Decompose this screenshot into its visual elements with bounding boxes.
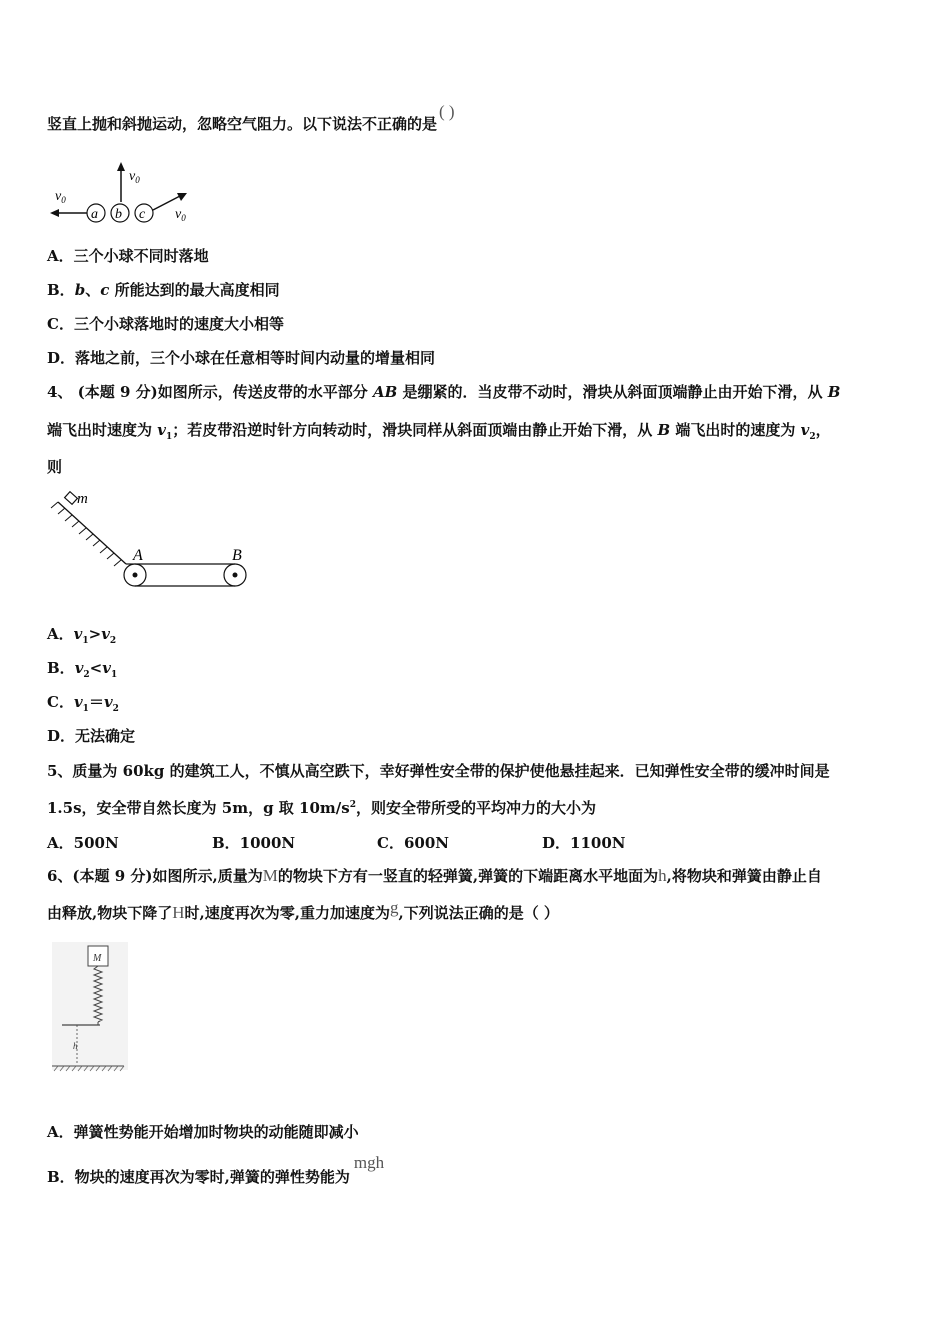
q6-var-h: h: [658, 866, 667, 885]
q4-option-b-v2: v: [74, 659, 84, 677]
q4-option-a-sub1: 1: [82, 636, 89, 646]
q4-sub-2: 2: [809, 432, 816, 442]
q3-stem: [47, 102, 455, 134]
q6-var-m: M: [262, 866, 278, 885]
q3-fig-v0-up: $v_0$: [129, 169, 140, 185]
q4-option-c-v1: v: [73, 693, 83, 711]
q3-option-c: C．三个小球落地时的速度大小相等: [47, 315, 284, 333]
q6-option-b-mgh: mgh: [353, 1153, 385, 1172]
q4-fig-a: A: [133, 547, 143, 564]
q5-text-2b: ，则安全带所受的平均冲力的大小为: [355, 799, 596, 817]
q4-option-b-sub2: 2: [83, 670, 90, 680]
q6-option-b-text: B．物块的速度再次为零时,弹簧的弹性势能为: [47, 1168, 350, 1186]
q4-option-a-op: >: [88, 625, 102, 643]
q4-option-c-sub1: 1: [82, 704, 89, 714]
q3-option-d: D．落地之前，三个小球在任意相等时间内动量的增量相同: [47, 349, 436, 367]
svg-text:a: a: [91, 207, 98, 222]
q3-stem-text: 竖直上抛和斜抛运动，忽略空气阻力。以下说法不正确的是: [47, 115, 438, 133]
q4-option-b-sub1: 1: [110, 670, 118, 680]
q6-stem-line2: [47, 898, 559, 923]
q4-option-b: [47, 657, 117, 680]
q6-text-2c: ,下列说法正确的是（ ）: [398, 904, 559, 922]
svg-text:c: c: [139, 207, 146, 222]
q3-option-b-sep: 、: [85, 281, 101, 299]
q6-fig-m: M: [93, 953, 102, 964]
q3-figure: [47, 158, 207, 228]
q5-text-2a: 1.5s，安全带自然长度为 5m，g 取 10m/s: [47, 799, 350, 817]
q4-var-b: B: [827, 383, 841, 401]
q4-fig-m: m: [77, 491, 88, 507]
svg-text:b: b: [115, 207, 122, 222]
q4-option-a-sub2: 2: [109, 636, 117, 646]
q5-option-b: B．1000N: [212, 834, 296, 852]
q4-option-b-label: B．: [47, 659, 75, 677]
q3-fig-v0-right: $v_0$: [175, 207, 186, 223]
q4-option-c-v2: v: [103, 693, 113, 711]
q4-text-1b: 是绷紧的．当皮带不动时，滑块从斜面顶端静止由开始下滑，从: [397, 383, 828, 401]
q4-figure: [47, 488, 257, 593]
q4-option-c-label: C．: [47, 693, 74, 711]
q4-stem-line1: [47, 381, 840, 402]
q3-answer-paren: ( ): [439, 102, 455, 121]
q5-stem-line1: 5、质量为 60kg 的建筑工人，不慎从高空跌下，幸好弹性安全带的保护使他悬挂起来．已知弹性安全带的缓冲时间是: [47, 762, 830, 780]
q6-text-2b: 时,速度再次为零,重力加速度为: [184, 904, 390, 922]
q4-var-v1: v: [157, 421, 166, 439]
q4-text-2c: 端飞出时的速度为: [670, 421, 801, 439]
q6-text-1a: 6、(本题 9 分)如图所示,质量为: [47, 867, 263, 885]
q3-option-b-var-b: b: [74, 281, 86, 299]
q6-figure: [52, 942, 132, 1078]
q3-option-b-var-c: c: [100, 281, 110, 299]
q5-stem-line2: [47, 797, 596, 818]
q5-option-a: A．500N: [47, 834, 119, 852]
q4-option-d: D．无法确定: [47, 727, 136, 745]
q4-var-ab: AB: [372, 383, 398, 401]
q3-option-b-label: B．: [47, 281, 75, 299]
q6-option-a: A．弹簧性势能开始增加时物块的动能随即减小: [47, 1123, 359, 1141]
q4-slider-block: [65, 492, 78, 505]
q6-var-hh: H: [172, 903, 185, 922]
q4-option-b-op: <: [89, 659, 103, 677]
q4-text-1a: 4、 (本题 9 分)如图所示，传送皮带的水平部分: [47, 383, 373, 401]
q4-var-b2: B: [657, 421, 671, 439]
q4-text-2d: ，: [815, 421, 831, 439]
q3-option-b-text: 所能达到的最大高度相同: [109, 281, 280, 299]
q4-option-c-sub2: 2: [112, 704, 119, 714]
q4-option-a-v1: v: [73, 625, 83, 643]
q3-fig-v0-left: $v_0$: [55, 189, 66, 205]
q6-stem-line1: [47, 865, 822, 886]
q6-option-b: [47, 1153, 385, 1187]
q6-text-1c: ,将物块和弹簧由静止自: [666, 867, 822, 885]
q4-stem-line2: [47, 419, 831, 442]
q6-text-1b: 的物块下方有一竖直的轻弹簧,弹簧的下端距离水平地面为: [277, 867, 659, 885]
q3-option-a: A．三个小球不同时落地: [47, 247, 209, 265]
q4-text-2b: ；若皮带沿逆时针方向转动时，滑块同样从斜面顶端由静止开始下滑，从: [172, 421, 658, 439]
q4-option-c: [47, 691, 119, 714]
q6-fig-h: h: [73, 1041, 78, 1051]
q4-text-2a: 端飞出时速度为: [47, 421, 158, 439]
q6-text-2a: 由释放,物块下降了: [47, 904, 173, 922]
q5-option-d: D．1100N: [542, 834, 626, 852]
q4-option-c-op: ＝: [88, 693, 104, 711]
q5-sup: 2: [349, 800, 356, 810]
q4-sub-1: 1: [165, 432, 173, 442]
q4-var-v2: v: [800, 421, 810, 439]
q4-stem-line3: 则: [47, 458, 63, 476]
q5-option-c: C．600N: [377, 834, 449, 852]
q6-var-g: g: [389, 898, 399, 917]
q4-option-a-v2: v: [101, 625, 110, 643]
q4-option-a-label: A．: [47, 625, 74, 643]
q4-option-a: [47, 623, 116, 646]
q4-fig-b: B: [232, 547, 242, 564]
q3-option-b: [47, 279, 280, 300]
q4-option-b-v1: v: [102, 659, 111, 677]
